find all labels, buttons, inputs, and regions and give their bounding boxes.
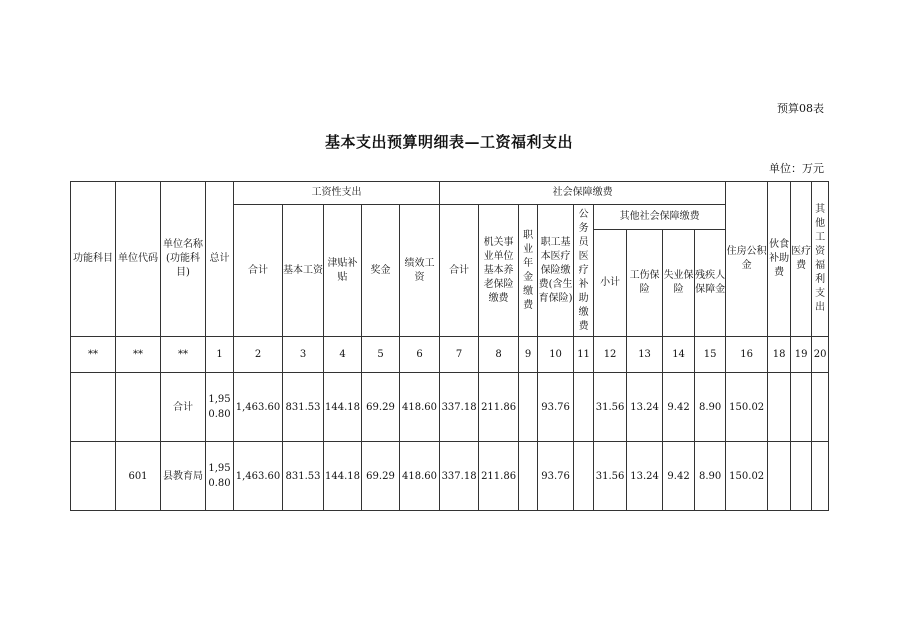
- header-disabled: 残疾人保障金: [695, 230, 726, 337]
- cell-value: [812, 442, 829, 511]
- index-cell: 14: [663, 337, 695, 373]
- header-medical-fee: 医疗费: [791, 182, 812, 337]
- header-wage-subtotal: 合计: [234, 205, 283, 337]
- index-cell: 4: [324, 337, 362, 373]
- index-cell: 9: [519, 337, 538, 373]
- header-performance-wage: 绩效工资: [400, 205, 440, 337]
- cell-value: 1,463.60: [234, 442, 283, 511]
- cell-value: 831.53: [283, 373, 324, 442]
- cell-value: 144.18: [324, 442, 362, 511]
- index-cell: 10: [538, 337, 574, 373]
- header-wage-group: 工资性支出: [234, 182, 440, 205]
- index-cell: 7: [440, 337, 479, 373]
- header-other-welfare: 其他工资福利支出: [812, 182, 829, 337]
- header-annuity: 职业年金缴费: [519, 205, 538, 337]
- header-total: 总计: [206, 182, 234, 337]
- header-housing-fund: 住房公积金: [726, 182, 768, 337]
- header-func-subject: 功能科目: [71, 182, 116, 337]
- page-title: 基本支出预算明细表—工资福利支出: [324, 133, 573, 151]
- index-cell: 19: [791, 337, 812, 373]
- header-unit-name: 单位名称(功能科目): [161, 182, 206, 337]
- wage-welfare-table: [70, 181, 829, 511]
- cell-value: 150.02: [726, 442, 768, 511]
- index-cell: 1: [206, 337, 234, 373]
- cell-name: 县教育局: [161, 442, 206, 511]
- cell-code: 601: [116, 442, 161, 511]
- cell-value: [812, 373, 829, 442]
- header-unemployment: 失业保险: [663, 230, 695, 337]
- index-cell: 8: [479, 337, 519, 373]
- index-cell: 5: [362, 337, 400, 373]
- header-meal-subsidy: 伙食补助费: [768, 182, 791, 337]
- cell-value: 1,950.80: [206, 373, 234, 442]
- index-cell: 6: [400, 337, 440, 373]
- header-injury: 工伤保险: [627, 230, 663, 337]
- header-social-group: 社会保障缴费: [440, 182, 726, 205]
- cell-func: [71, 442, 116, 511]
- cell-value: 150.02: [726, 373, 768, 442]
- cell-value: 211.86: [479, 373, 519, 442]
- index-cell: 3: [283, 337, 324, 373]
- cell-value: 69.29: [362, 373, 400, 442]
- index-cell: **: [161, 337, 206, 373]
- cell-value: [768, 442, 791, 511]
- cell-value: 69.29: [362, 442, 400, 511]
- cell-value: 831.53: [283, 442, 324, 511]
- cell-value: 13.24: [627, 442, 663, 511]
- header-pension: 机关事业单位基本养老保险缴费: [479, 205, 519, 337]
- index-cell: 11: [574, 337, 594, 373]
- cell-value: 9.42: [663, 442, 695, 511]
- cell-value: 337.18: [440, 373, 479, 442]
- cell-value: 1,950.80: [206, 442, 234, 511]
- index-cell: 13: [627, 337, 663, 373]
- cell-value: 13.24: [627, 373, 663, 442]
- cell-value: [791, 373, 812, 442]
- index-cell: **: [116, 337, 161, 373]
- cell-value: 1,463.60: [234, 373, 283, 442]
- index-cell: 20: [812, 337, 829, 373]
- cell-value: 31.56: [594, 442, 627, 511]
- cell-value: 418.60: [400, 442, 440, 511]
- index-cell: 2: [234, 337, 283, 373]
- index-row: [71, 337, 829, 373]
- cell-value: 93.76: [538, 442, 574, 511]
- cell-value: 144.18: [324, 373, 362, 442]
- cell-name: 合计: [161, 373, 206, 442]
- table-row: [71, 442, 829, 511]
- cell-value: 337.18: [440, 442, 479, 511]
- cell-value: [791, 442, 812, 511]
- index-cell: 15: [695, 337, 726, 373]
- cell-value: 211.86: [479, 442, 519, 511]
- index-cell: **: [71, 337, 116, 373]
- header-other-social-group: 其他社会保障缴费: [594, 205, 726, 230]
- index-cell: 16: [726, 337, 768, 373]
- cell-code: [116, 373, 161, 442]
- cell-func: [71, 373, 116, 442]
- cell-value: [519, 442, 538, 511]
- cell-value: 31.56: [594, 373, 627, 442]
- unit-label: 单位：万元: [769, 162, 824, 175]
- cell-value: [574, 373, 594, 442]
- form-number: 预算08表: [777, 102, 824, 115]
- header-bonus: 奖金: [362, 205, 400, 337]
- cell-value: [574, 442, 594, 511]
- cell-value: 418.60: [400, 373, 440, 442]
- header-medical: 职工基本医疗保险缴费(含生育保险): [538, 205, 574, 337]
- cell-value: 9.42: [663, 373, 695, 442]
- header-unit-code: 单位代码: [116, 182, 161, 337]
- header-other-subtotal: 小计: [594, 230, 627, 337]
- index-cell: 12: [594, 337, 627, 373]
- cell-value: 93.76: [538, 373, 574, 442]
- header-civil-medical: 公务员医疗补助缴费: [574, 205, 594, 337]
- cell-value: [768, 373, 791, 442]
- header-basic-wage: 基本工资: [283, 205, 324, 337]
- table-row: [71, 373, 829, 442]
- index-cell: 18: [768, 337, 791, 373]
- cell-value: 8.90: [695, 373, 726, 442]
- header-social-subtotal: 合计: [440, 205, 479, 337]
- header-allowance: 津贴补贴: [324, 205, 362, 337]
- cell-value: [519, 373, 538, 442]
- cell-value: 8.90: [695, 442, 726, 511]
